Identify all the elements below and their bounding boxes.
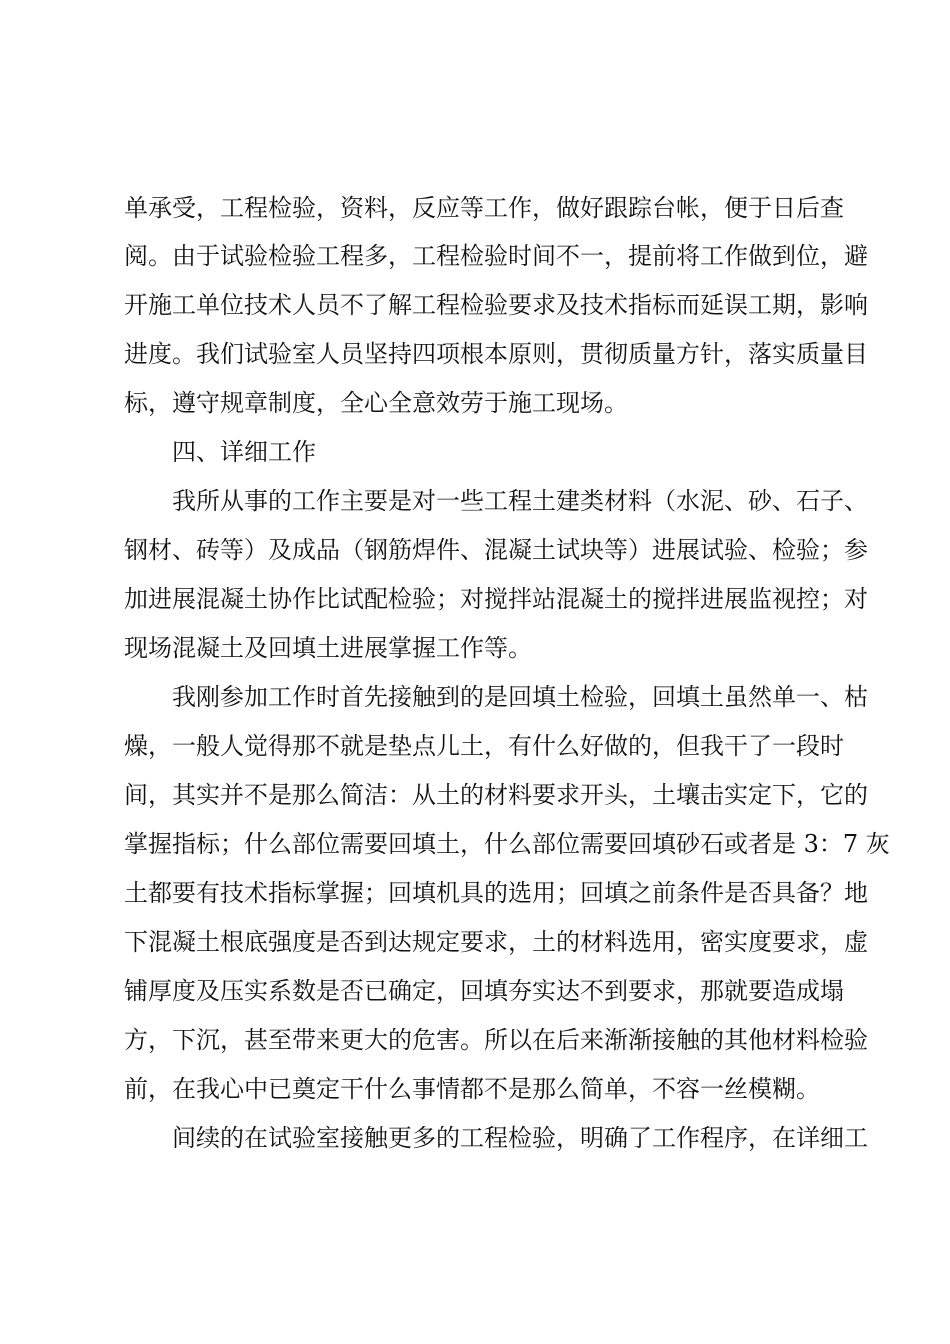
paragraph-line: 间续的在试验室接触更多的工程检验，明确了工作程序，在详细工 bbox=[172, 1124, 868, 1152]
paragraph-line: 进度。我们试验室人员坚持四项根本原则，贯彻质量方针，落实质量目 bbox=[124, 340, 868, 368]
paragraph-line: 单承受，工程检验，资料，反应等工作，做好跟踪台帐，便于日后查 bbox=[124, 194, 844, 222]
section-heading: 四、详细工作 bbox=[172, 438, 316, 466]
paragraph-line: 我刚参加工作时首先接触到的是回填土检验，回填土虽然单一、枯 bbox=[172, 683, 868, 711]
paragraph-line: 间，其实并不是那么简洁：从土的材料要求开头，土壤击实定下，它的 bbox=[124, 781, 868, 809]
paragraph-line: 方，下沉，甚至带来更大的危害。所以在后来渐渐接触的其他材料检验 bbox=[124, 1026, 868, 1054]
paragraph-line: 阅。由于试验检验工程多，工程检验时间不一，提前将工作做到位，避 bbox=[124, 242, 868, 270]
paragraph-line: 掌握指标；什么部位需要回填土，什么部位需要回填砂石或者是 3：7 灰 bbox=[124, 830, 890, 858]
paragraph-line: 我所从事的工作主要是对一些工程土建类材料（水泥、砂、石子、 bbox=[172, 487, 868, 515]
paragraph-line: 加进展混凝土协作比试配检验；对搅拌站混凝土的搅拌进展监视控；对 bbox=[124, 585, 868, 613]
paragraph-line: 钢材、砖等）及成品（钢筋焊件、混凝土试块等）进展试验、检验；参 bbox=[124, 536, 868, 564]
paragraph-line: 前，在我心中已奠定干什么事情都不是那么简单，不容一丝模糊。 bbox=[124, 1075, 820, 1103]
paragraph-line: 开施工单位技术人员不了解工程检验要求及技术指标而延误工期，影响 bbox=[124, 291, 868, 319]
paragraph-line: 标，遵守规章制度，全心全意效劳于施工现场。 bbox=[124, 389, 628, 417]
paragraph-line: 铺厚度及压实系数是否已确定，回填夯实达不到要求，那就要造成塌 bbox=[124, 977, 844, 1005]
paragraph-line: 土都要有技术指标掌握；回填机具的选用；回填之前条件是否具备？地 bbox=[124, 879, 868, 907]
paragraph-line: 下混凝土根底强度是否到达规定要求，土的材料选用，密实度要求，虚 bbox=[124, 928, 868, 956]
paragraph-line: 现场混凝土及回填土进展掌握工作等。 bbox=[124, 634, 532, 662]
paragraph-line: 燥，一般人觉得那不就是垫点儿土，有什么好做的，但我干了一段时 bbox=[124, 732, 844, 760]
